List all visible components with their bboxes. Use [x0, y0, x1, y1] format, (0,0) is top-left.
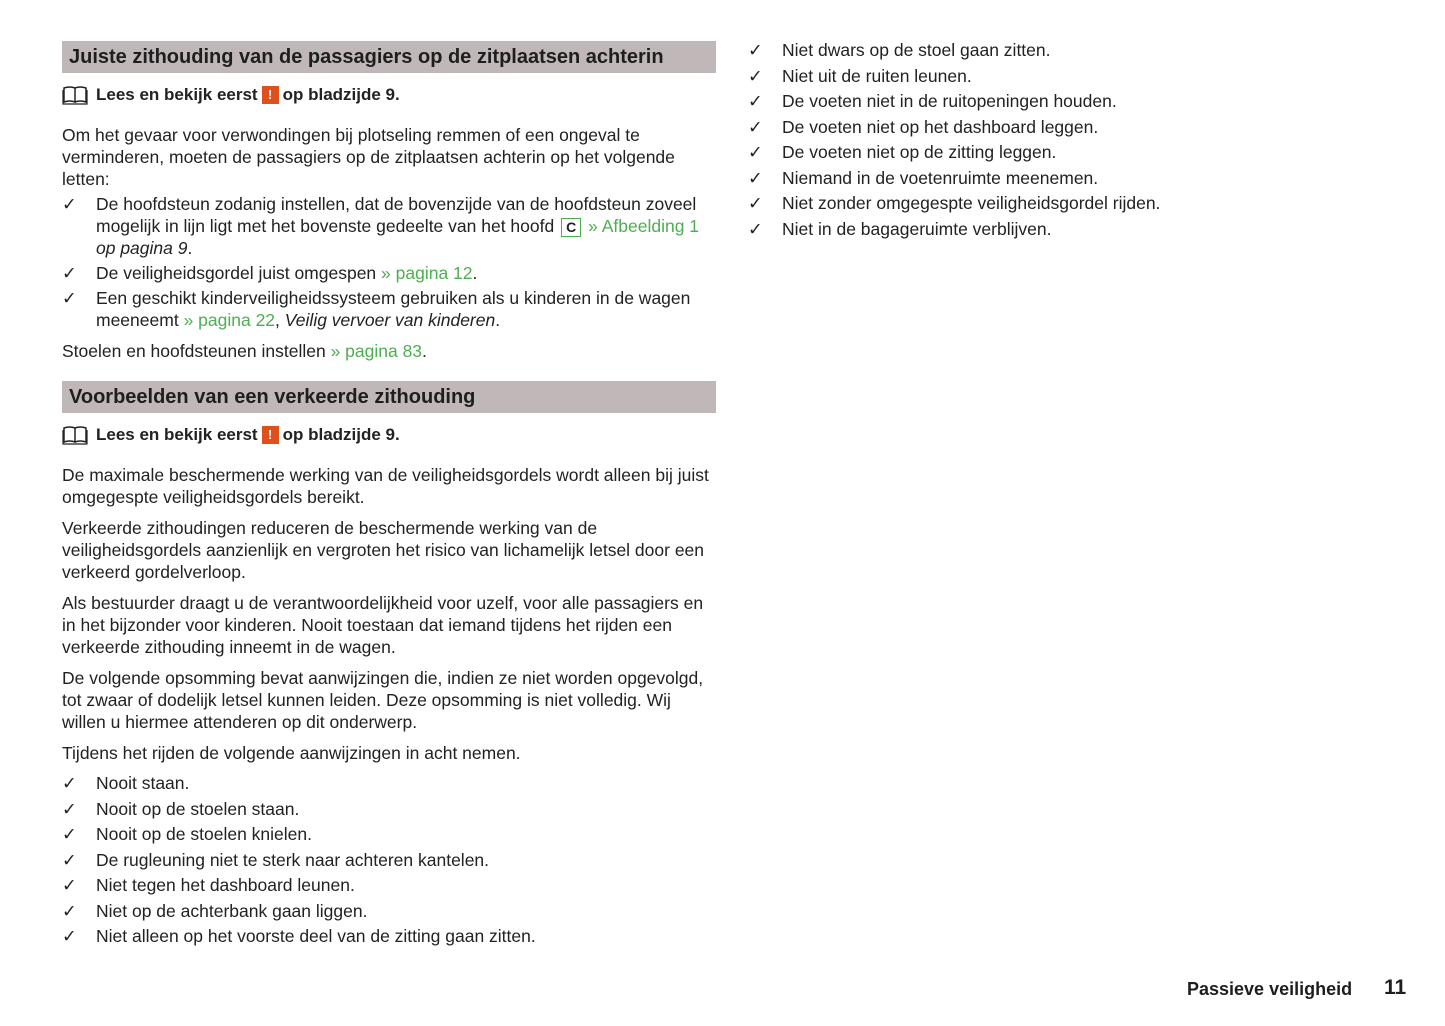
check-icon: ✓: [748, 218, 763, 239]
figure-label-c: C: [561, 218, 581, 237]
link-figure-1[interactable]: » Afbeelding 1: [588, 216, 700, 236]
paragraph: Als bestuurder draagt u de verantwoordelijkheid voor uzelf, voor alle passagiers en in het bijzonder voor kinderen. Nooit toestaan dat iemand tijdens het rijden een verkeerde zithouding inneemt in de wagen.: [62, 593, 704, 657]
seat-adjust-reference: Stoelen en hoofdsteunen instellen » pagina 83.: [62, 341, 427, 361]
page-number: 11: [1384, 976, 1407, 999]
read-first-post: op bladzijde 9.: [282, 85, 400, 104]
list-item: ✓ Niet uit de ruiten leunen.: [748, 64, 1388, 90]
list-item: ✓ De voeten niet op de zitting leggen.: [748, 140, 1388, 166]
check-icon: ✓: [62, 849, 77, 870]
list-item: ✓ Niet in de bagageruimte verblijven.: [748, 217, 1388, 243]
list-item: ✓ Niet alleen op het voorste deel van de zitting gaan zitten.: [62, 924, 716, 950]
right-column: [748, 38, 1388, 242]
rear-passenger-checklist: [62, 193, 716, 331]
section-heading-wrong-posture: Voorbeelden van een verkeerde zithouding: [62, 381, 716, 413]
left-column: [62, 41, 716, 950]
list-item: ✓ Niet op de achterbank gaan liggen.: [62, 899, 716, 925]
warning-icon: !: [262, 86, 279, 104]
check-icon: ✓: [62, 926, 77, 946]
check-icon: ✓: [748, 167, 763, 188]
read-first-note: [62, 84, 716, 106]
check-icon: ✓: [62, 288, 77, 308]
list-item: ✓ De hoofdsteun zodanig instellen, dat de bovenzijde van de hoofdsteun zoveel mogelijk in lijn ligt met het bovenste gedeelte van het hoofd C » Afbeelding 1 op pagina 9.: [62, 194, 700, 258]
book-icon: [62, 425, 89, 445]
check-icon: ✓: [748, 193, 763, 213]
wrong-posture-checklist-continued: [748, 38, 1388, 242]
section-heading-correct-posture: Juiste zithouding van de passagiers op de zitplaatsen achterin: [62, 41, 716, 73]
list-item: ✓ De voeten niet in de ruitopeningen houden.: [748, 89, 1388, 115]
paragraph: Verkeerde zithoudingen reduceren de beschermende werking van de veiligheidsgordels aanzienlijk en vergroten het risico van lichamelijk letsel door een verkeerd gordelverloop.: [62, 518, 705, 582]
check-icon: ✓: [748, 65, 763, 86]
check-icon: ✓: [62, 263, 77, 283]
warning-icon: !: [262, 426, 279, 444]
read-first-pre: Lees en bekijk eerst: [96, 85, 258, 104]
list-item: ✓ Een geschikt kinderveiligheidssysteem gebruiken als u kinderen in de wagen meeneemt » pagina 22, Veilig vervoer van kinderen.: [62, 288, 691, 330]
chapter-title: Passieve veiligheid: [1187, 979, 1353, 999]
book-icon: [62, 85, 89, 105]
link-page-83[interactable]: » pagina 83: [330, 341, 423, 361]
list-item: ✓ De rugleuning niet te sterk naar achteren kantelen.: [62, 848, 716, 874]
read-first-pre: Lees en bekijk eerst: [96, 425, 258, 444]
check-icon: ✓: [62, 194, 77, 214]
read-first-post: op bladzijde 9.: [282, 425, 400, 444]
check-icon: ✓: [62, 773, 77, 793]
list-item: ✓ Niet tegen het dashboard leunen.: [62, 873, 716, 899]
check-icon: ✓: [748, 40, 763, 60]
link-page-12[interactable]: » pagina 12: [381, 263, 473, 283]
link-page-22[interactable]: » pagina 22: [183, 310, 276, 330]
wrong-posture-checklist: [62, 771, 716, 950]
check-icon: ✓: [748, 91, 763, 111]
list-item: ✓ Niet zonder omgegespte veiligheidsgordel rijden.: [748, 191, 1388, 217]
check-icon: ✓: [62, 900, 77, 921]
paragraph: De volgende opsomming bevat aanwijzingen die, indien ze niet worden opgevolgd, tot zwaar of dodelijk letsel kunnen leiden. Deze opsomming is niet volledig. Wij willen u hiermee attenderen op dit onderwerp.: [62, 668, 704, 732]
paragraph: De maximale beschermende werking van de veiligheidsgordels wordt alleen bij juist omgegespte veiligheidsgordels bereikt.: [62, 465, 709, 507]
read-first-note: [62, 424, 716, 446]
paragraph: Tijdens het rijden de volgende aanwijzingen in acht nemen.: [62, 743, 521, 763]
list-item: ✓ Niet dwars op de stoel gaan zitten.: [748, 38, 1388, 64]
list-item: ✓ Nooit op de stoelen knielen.: [62, 822, 716, 848]
list-item: ✓ Nooit staan.: [62, 771, 716, 797]
check-icon: ✓: [62, 824, 77, 844]
list-item: ✓ Niemand in de voetenruimte meenemen.: [748, 166, 1388, 192]
list-item: ✓ De voeten niet op het dashboard leggen.: [748, 115, 1388, 141]
check-icon: ✓: [748, 116, 763, 137]
intro-paragraph: Om het gevaar voor verwondingen bij plotseling remmen of een ongeval te verminderen, moeten de passagiers op de zitplaatsen achterin op het volgende letten:: [62, 125, 675, 189]
list-item: ✓ De veiligheidsgordel juist omgespen » pagina 12.: [62, 263, 478, 283]
check-icon: ✓: [62, 875, 77, 895]
check-icon: ✓: [748, 142, 763, 162]
check-icon: ✓: [62, 798, 77, 819]
list-item: ✓ Nooit op de stoelen staan.: [62, 797, 716, 823]
